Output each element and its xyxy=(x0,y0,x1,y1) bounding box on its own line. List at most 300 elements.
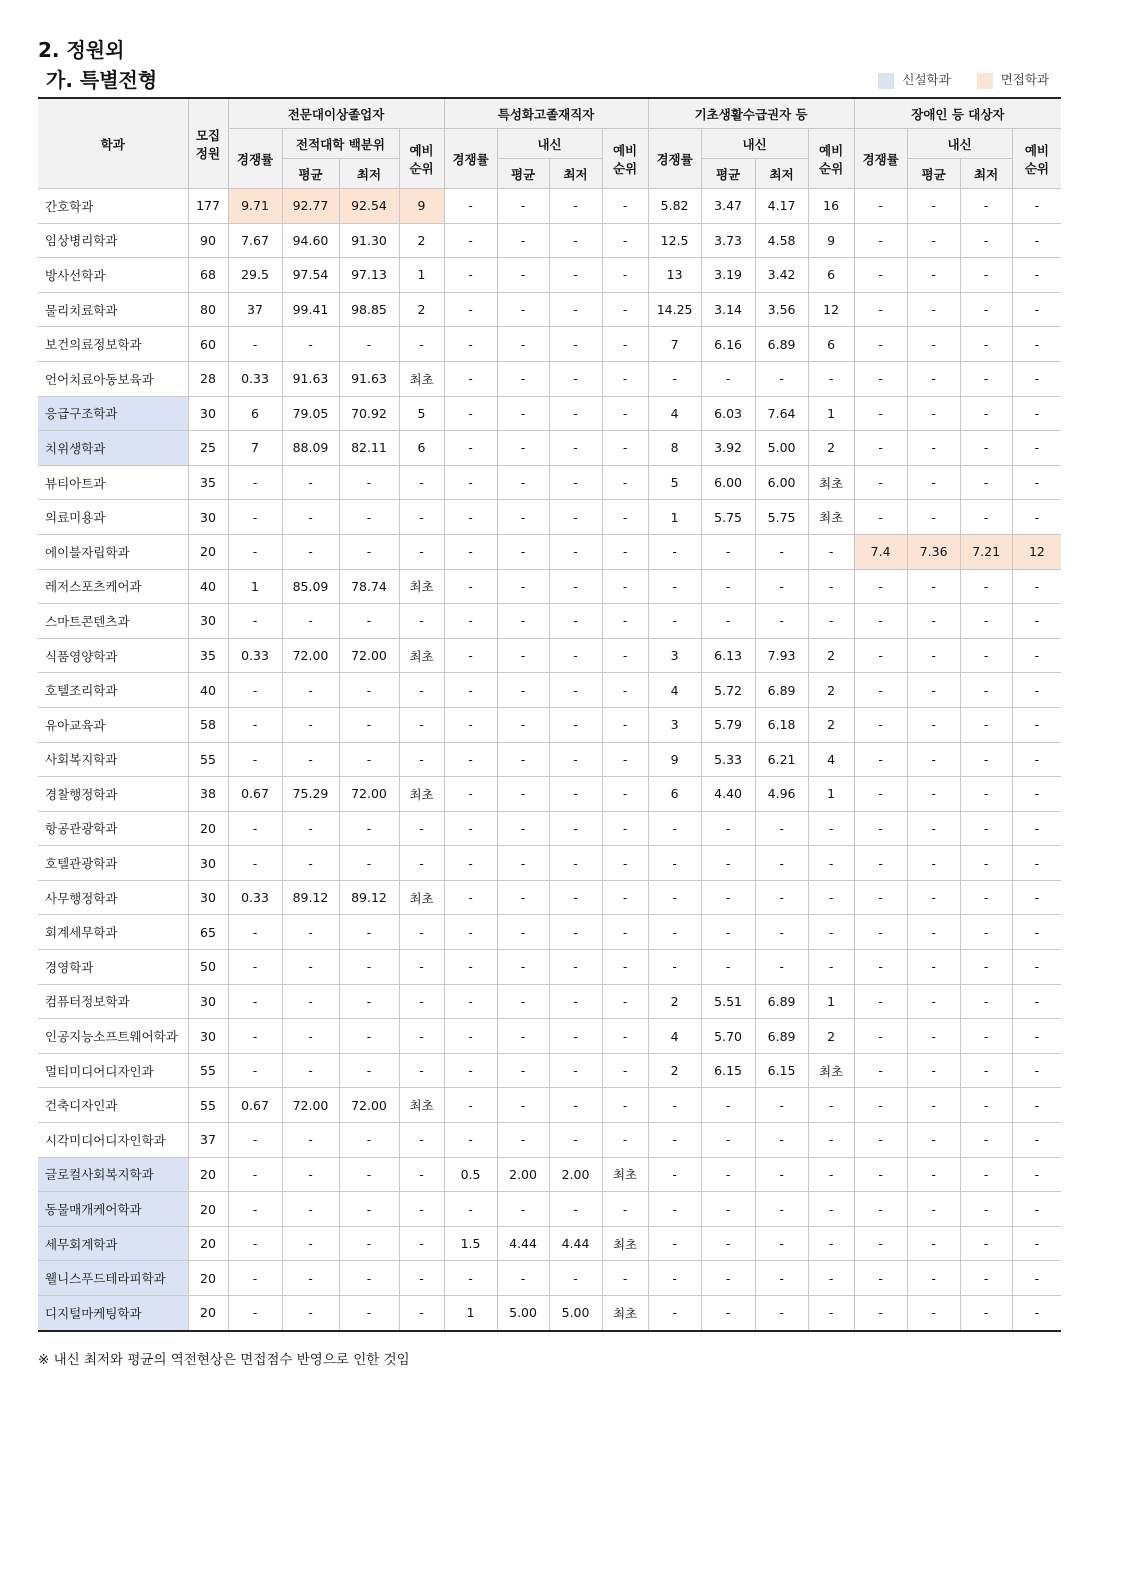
group4-avg-cell: - xyxy=(907,707,960,742)
header-naesin: 내신 xyxy=(701,129,808,159)
group1-rate-cell: - xyxy=(228,1192,282,1227)
header-min: 최저 xyxy=(960,159,1012,189)
group4-waitlist-cell: - xyxy=(1012,361,1061,396)
group4-avg-cell: - xyxy=(907,915,960,950)
group4-avg-cell: - xyxy=(907,361,960,396)
group1-min-cell: - xyxy=(339,984,399,1019)
group4-rate-cell: - xyxy=(854,638,907,673)
group3-avg-cell: - xyxy=(701,604,755,639)
group3-avg-cell: 6.15 xyxy=(701,1053,755,1088)
group4-rate-cell: - xyxy=(854,811,907,846)
group2-rate-cell: - xyxy=(444,361,497,396)
group4-rate-cell: - xyxy=(854,396,907,431)
group4-waitlist-cell: - xyxy=(1012,846,1061,881)
group2-min-cell: - xyxy=(549,396,602,431)
group4-avg-cell: - xyxy=(907,1261,960,1296)
group1-waitlist-cell: - xyxy=(399,327,444,362)
group4-waitlist-cell: - xyxy=(1012,1157,1061,1192)
table-row xyxy=(38,1019,1061,1054)
table-row xyxy=(38,742,1061,777)
group1-min-cell: - xyxy=(339,915,399,950)
group2-waitlist-cell: - xyxy=(602,189,648,224)
group3-rate-cell: - xyxy=(648,1226,701,1261)
group2-avg-cell: - xyxy=(497,189,549,224)
group4-min-cell: - xyxy=(960,396,1012,431)
group4-rate-cell: - xyxy=(854,915,907,950)
group4-rate-cell: 7.4 xyxy=(854,534,907,569)
group2-avg-cell: - xyxy=(497,223,549,258)
group3-avg-cell: - xyxy=(701,361,755,396)
group3-avg-cell: 3.92 xyxy=(701,431,755,466)
group3-waitlist-cell: - xyxy=(808,569,854,604)
group3-rate-cell: - xyxy=(648,534,701,569)
group2-waitlist-cell: - xyxy=(602,984,648,1019)
group4-min-cell: - xyxy=(960,327,1012,362)
group2-rate-cell: - xyxy=(444,396,497,431)
group3-avg-cell: 3.14 xyxy=(701,292,755,327)
group4-avg-cell: - xyxy=(907,880,960,915)
group4-min-cell: - xyxy=(960,742,1012,777)
group4-min-cell: - xyxy=(960,1261,1012,1296)
group3-avg-cell: - xyxy=(701,1261,755,1296)
legend xyxy=(878,70,1049,89)
quota-cell: 37 xyxy=(188,1123,228,1158)
group4-min-cell: - xyxy=(960,1053,1012,1088)
group1-avg-cell: - xyxy=(282,707,339,742)
group3-avg-cell: - xyxy=(701,569,755,604)
group4-avg-cell: - xyxy=(907,292,960,327)
group3-waitlist-cell: 1 xyxy=(808,984,854,1019)
group4-min-cell: - xyxy=(960,189,1012,224)
dept-name-cell: 임상병리학과 xyxy=(38,223,188,258)
dept-name-cell: 에이블자립학과 xyxy=(38,534,188,569)
dept-name-cell: 스마트콘텐츠과 xyxy=(38,604,188,639)
group4-rate-cell: - xyxy=(854,1088,907,1123)
group2-waitlist-cell: - xyxy=(602,777,648,812)
group3-rate-cell: 3 xyxy=(648,638,701,673)
group2-avg-cell: - xyxy=(497,604,549,639)
table-row xyxy=(38,534,1061,569)
group3-waitlist-cell: - xyxy=(808,534,854,569)
group4-rate-cell: - xyxy=(854,1053,907,1088)
group4-rate-cell: - xyxy=(854,950,907,985)
group4-avg-cell: - xyxy=(907,742,960,777)
group2-waitlist-cell: - xyxy=(602,361,648,396)
group2-waitlist-cell: - xyxy=(602,811,648,846)
dept-name-cell: 웰니스푸드테라피학과 xyxy=(38,1261,188,1296)
group3-rate-cell: 1 xyxy=(648,500,701,535)
group1-rate-cell: 29.5 xyxy=(228,258,282,293)
group4-avg-cell: - xyxy=(907,1123,960,1158)
dept-name-cell: 방사선학과 xyxy=(38,258,188,293)
group1-avg-cell: 89.12 xyxy=(282,880,339,915)
group1-waitlist-cell: - xyxy=(399,950,444,985)
group1-rate-cell: - xyxy=(228,811,282,846)
table-row xyxy=(38,880,1061,915)
table-row xyxy=(38,1296,1061,1331)
header-rate: 경쟁률 xyxy=(444,129,497,189)
header-rate: 경쟁률 xyxy=(228,129,282,189)
header-waitlist: 예비 순위 xyxy=(602,129,648,189)
group4-min-cell: - xyxy=(960,431,1012,466)
dept-name-cell: 보건의료정보학과 xyxy=(38,327,188,362)
group2-rate-cell: - xyxy=(444,984,497,1019)
group3-min-cell: - xyxy=(755,1261,808,1296)
group3-avg-cell: 3.73 xyxy=(701,223,755,258)
group4-rate-cell: - xyxy=(854,258,907,293)
group4-rate-cell: - xyxy=(854,327,907,362)
dept-name-cell: 인공지능소프트웨어학과 xyxy=(38,1019,188,1054)
group4-waitlist-cell: - xyxy=(1012,189,1061,224)
group1-min-cell: 70.92 xyxy=(339,396,399,431)
group3-min-cell: 6.00 xyxy=(755,465,808,500)
group3-min-cell: 4.17 xyxy=(755,189,808,224)
group3-rate-cell: - xyxy=(648,880,701,915)
group1-rate-cell: - xyxy=(228,742,282,777)
group3-min-cell: - xyxy=(755,604,808,639)
dept-name-cell: 의료미용과 xyxy=(38,500,188,535)
group3-waitlist-cell: 2 xyxy=(808,673,854,708)
group3-avg-cell: 3.19 xyxy=(701,258,755,293)
group1-avg-cell: 99.41 xyxy=(282,292,339,327)
group3-rate-cell: - xyxy=(648,1296,701,1331)
group3-avg-cell: - xyxy=(701,1296,755,1331)
group3-rate-cell: - xyxy=(648,846,701,881)
group1-waitlist-cell: - xyxy=(399,1123,444,1158)
group2-avg-cell: - xyxy=(497,534,549,569)
group1-avg-cell: 97.54 xyxy=(282,258,339,293)
group4-rate-cell: - xyxy=(854,465,907,500)
group4-waitlist-cell: 12 xyxy=(1012,534,1061,569)
group1-min-cell: 89.12 xyxy=(339,880,399,915)
table-row xyxy=(38,1226,1061,1261)
group4-waitlist-cell: - xyxy=(1012,777,1061,812)
group4-avg-cell: - xyxy=(907,327,960,362)
group1-avg-cell: - xyxy=(282,1019,339,1054)
group3-rate-cell: 13 xyxy=(648,258,701,293)
quota-cell: 40 xyxy=(188,569,228,604)
group2-min-cell: - xyxy=(549,984,602,1019)
quota-cell: 30 xyxy=(188,1019,228,1054)
table-row xyxy=(38,361,1061,396)
legend-new-label: 신설학과 xyxy=(902,72,951,87)
group2-avg-cell: - xyxy=(497,1192,549,1227)
group1-waitlist-cell: - xyxy=(399,1261,444,1296)
group2-waitlist-cell: - xyxy=(602,1088,648,1123)
quota-cell: 20 xyxy=(188,1192,228,1227)
group1-min-cell: - xyxy=(339,1226,399,1261)
section-title: 2. 정원외 xyxy=(38,38,125,62)
dept-name-cell: 응급구조학과 xyxy=(38,396,188,431)
group4-waitlist-cell: - xyxy=(1012,742,1061,777)
group1-waitlist-cell: - xyxy=(399,846,444,881)
group1-avg-cell: 94.60 xyxy=(282,223,339,258)
group3-rate-cell: 14.25 xyxy=(648,292,701,327)
group2-avg-cell: - xyxy=(497,1123,549,1158)
quota-cell: 30 xyxy=(188,604,228,639)
group2-avg-cell: 2.00 xyxy=(497,1157,549,1192)
group4-avg-cell: 7.36 xyxy=(907,534,960,569)
table-row xyxy=(38,777,1061,812)
group3-min-cell: - xyxy=(755,1296,808,1331)
group4-waitlist-cell: - xyxy=(1012,880,1061,915)
group2-rate-cell: - xyxy=(444,1053,497,1088)
group2-min-cell: - xyxy=(549,327,602,362)
group4-min-cell: - xyxy=(960,984,1012,1019)
dept-name-cell: 간호학과 xyxy=(38,189,188,224)
group2-avg-cell: - xyxy=(497,431,549,466)
table-row xyxy=(38,258,1061,293)
table-row xyxy=(38,984,1061,1019)
group4-min-cell: - xyxy=(960,811,1012,846)
group3-waitlist-cell: 6 xyxy=(808,327,854,362)
group4-min-cell: 7.21 xyxy=(960,534,1012,569)
group3-rate-cell: 3 xyxy=(648,707,701,742)
quota-cell: 55 xyxy=(188,1088,228,1123)
table-row xyxy=(38,1053,1061,1088)
group1-min-cell: - xyxy=(339,534,399,569)
dept-name-cell: 멀티미디어디자인과 xyxy=(38,1053,188,1088)
dept-name-cell: 동물매개케어학과 xyxy=(38,1192,188,1227)
group2-min-cell: - xyxy=(549,846,602,881)
group2-rate-cell: - xyxy=(444,258,497,293)
group2-rate-cell: - xyxy=(444,327,497,362)
group3-waitlist-cell: 2 xyxy=(808,1019,854,1054)
group1-waitlist-cell: - xyxy=(399,1296,444,1331)
group1-min-cell: - xyxy=(339,846,399,881)
group1-avg-cell: - xyxy=(282,1123,339,1158)
group2-rate-cell: - xyxy=(444,1019,497,1054)
group3-avg-cell: - xyxy=(701,1123,755,1158)
header-prev-univ: 전적대학 백분위 xyxy=(282,129,399,159)
group4-rate-cell: - xyxy=(854,292,907,327)
group2-avg-cell: - xyxy=(497,361,549,396)
group3-min-cell: 3.42 xyxy=(755,258,808,293)
group3-min-cell: 4.58 xyxy=(755,223,808,258)
group3-avg-cell: 5.79 xyxy=(701,707,755,742)
header-avg: 평균 xyxy=(701,159,755,189)
group1-min-cell: - xyxy=(339,500,399,535)
group4-rate-cell: - xyxy=(854,223,907,258)
group4-rate-cell: - xyxy=(854,1123,907,1158)
group2-avg-cell: - xyxy=(497,1019,549,1054)
group3-min-cell: 5.75 xyxy=(755,500,808,535)
group1-waitlist-cell: - xyxy=(399,984,444,1019)
group4-avg-cell: - xyxy=(907,950,960,985)
table-row xyxy=(38,431,1061,466)
group3-rate-cell: - xyxy=(648,950,701,985)
group2-min-cell: - xyxy=(549,1192,602,1227)
group1-min-cell: - xyxy=(339,1296,399,1331)
group3-min-cell: - xyxy=(755,915,808,950)
group3-min-cell: 6.89 xyxy=(755,673,808,708)
group4-min-cell: - xyxy=(960,880,1012,915)
group1-avg-cell: 91.63 xyxy=(282,361,339,396)
table-row xyxy=(38,846,1061,881)
table-row xyxy=(38,500,1061,535)
group2-avg-cell: - xyxy=(497,707,549,742)
header-waitlist: 예비 순위 xyxy=(1012,129,1061,189)
group1-min-cell: 91.30 xyxy=(339,223,399,258)
group4-avg-cell: - xyxy=(907,673,960,708)
group4-min-cell: - xyxy=(960,223,1012,258)
group4-avg-cell: - xyxy=(907,1019,960,1054)
group3-rate-cell: 2 xyxy=(648,1053,701,1088)
group1-waitlist-cell: - xyxy=(399,707,444,742)
group1-rate-cell: 7.67 xyxy=(228,223,282,258)
quota-cell: 80 xyxy=(188,292,228,327)
quota-cell: 30 xyxy=(188,396,228,431)
group2-waitlist-cell: - xyxy=(602,258,648,293)
group2-avg-cell: 4.44 xyxy=(497,1226,549,1261)
group3-min-cell: - xyxy=(755,1088,808,1123)
group3-waitlist-cell: 16 xyxy=(808,189,854,224)
group1-rate-cell: - xyxy=(228,673,282,708)
group2-avg-cell: - xyxy=(497,915,549,950)
quota-cell: 35 xyxy=(188,465,228,500)
group3-avg-cell: 5.70 xyxy=(701,1019,755,1054)
group1-rate-cell: 37 xyxy=(228,292,282,327)
group1-waitlist-cell: 최초 xyxy=(399,361,444,396)
group1-waitlist-cell: 최초 xyxy=(399,638,444,673)
group2-min-cell: - xyxy=(549,189,602,224)
group1-avg-cell: - xyxy=(282,811,339,846)
group3-avg-cell: 5.33 xyxy=(701,742,755,777)
group4-avg-cell: - xyxy=(907,1226,960,1261)
group2-min-cell: - xyxy=(549,1261,602,1296)
group4-avg-cell: - xyxy=(907,984,960,1019)
group1-min-cell: - xyxy=(339,742,399,777)
group3-rate-cell: - xyxy=(648,1192,701,1227)
group1-min-cell: 97.13 xyxy=(339,258,399,293)
group4-avg-cell: - xyxy=(907,465,960,500)
dept-name-cell: 경찰행정학과 xyxy=(38,777,188,812)
group4-min-cell: - xyxy=(960,707,1012,742)
group3-rate-cell: 2 xyxy=(648,984,701,1019)
group1-avg-cell: 72.00 xyxy=(282,1088,339,1123)
group4-avg-cell: - xyxy=(907,1088,960,1123)
group2-min-cell: - xyxy=(549,465,602,500)
legend-new-dept xyxy=(878,70,950,89)
group1-rate-cell: - xyxy=(228,1123,282,1158)
header-naesin: 내신 xyxy=(907,129,1012,159)
group1-avg-cell: - xyxy=(282,1226,339,1261)
group4-rate-cell: - xyxy=(854,984,907,1019)
group2-avg-cell: - xyxy=(497,880,549,915)
group2-min-cell: 4.44 xyxy=(549,1226,602,1261)
group2-min-cell: - xyxy=(549,915,602,950)
group4-avg-cell: - xyxy=(907,569,960,604)
table-row xyxy=(38,1123,1061,1158)
group3-min-cell: - xyxy=(755,1192,808,1227)
group3-waitlist-cell: 2 xyxy=(808,638,854,673)
group3-waitlist-cell: - xyxy=(808,846,854,881)
group1-waitlist-cell: - xyxy=(399,1192,444,1227)
group1-rate-cell: - xyxy=(228,534,282,569)
group3-waitlist-cell: - xyxy=(808,1192,854,1227)
group1-rate-cell: - xyxy=(228,1226,282,1261)
group2-min-cell: - xyxy=(549,880,602,915)
group1-avg-cell: - xyxy=(282,1192,339,1227)
group3-avg-cell: - xyxy=(701,880,755,915)
group4-rate-cell: - xyxy=(854,500,907,535)
group4-avg-cell: - xyxy=(907,431,960,466)
group3-avg-cell: 6.03 xyxy=(701,396,755,431)
group3-min-cell: - xyxy=(755,534,808,569)
group2-min-cell: - xyxy=(549,950,602,985)
group1-avg-cell: 75.29 xyxy=(282,777,339,812)
group1-waitlist-cell: - xyxy=(399,742,444,777)
table-row xyxy=(38,915,1061,950)
header-group-1: 전문대이상졸업자 xyxy=(228,98,444,129)
group4-avg-cell: - xyxy=(907,811,960,846)
group1-rate-cell: - xyxy=(228,465,282,500)
group2-avg-cell: - xyxy=(497,742,549,777)
group2-waitlist-cell: - xyxy=(602,1053,648,1088)
header-naesin: 내신 xyxy=(497,129,602,159)
group3-min-cell: - xyxy=(755,880,808,915)
group1-avg-cell: - xyxy=(282,1296,339,1331)
group3-rate-cell: 12.5 xyxy=(648,223,701,258)
quota-cell: 55 xyxy=(188,1053,228,1088)
group1-min-cell: - xyxy=(339,673,399,708)
group4-waitlist-cell: - xyxy=(1012,292,1061,327)
group4-avg-cell: - xyxy=(907,1053,960,1088)
group1-avg-cell: - xyxy=(282,534,339,569)
group1-avg-cell: - xyxy=(282,465,339,500)
group4-avg-cell: - xyxy=(907,846,960,881)
group4-waitlist-cell: - xyxy=(1012,1019,1061,1054)
group3-min-cell: 5.00 xyxy=(755,431,808,466)
group2-rate-cell: - xyxy=(444,500,497,535)
group1-rate-cell: 1 xyxy=(228,569,282,604)
group3-rate-cell: - xyxy=(648,361,701,396)
group1-avg-cell: 72.00 xyxy=(282,638,339,673)
group2-rate-cell: - xyxy=(444,880,497,915)
dept-name-cell: 뷰티아트과 xyxy=(38,465,188,500)
dept-name-cell: 언어치료아동보육과 xyxy=(38,361,188,396)
quota-cell: 20 xyxy=(188,1226,228,1261)
group2-min-cell: - xyxy=(549,1088,602,1123)
group4-waitlist-cell: - xyxy=(1012,707,1061,742)
group3-waitlist-cell: - xyxy=(808,880,854,915)
group1-min-cell: - xyxy=(339,1019,399,1054)
group3-waitlist-cell: 9 xyxy=(808,223,854,258)
group1-min-cell: - xyxy=(339,707,399,742)
group3-rate-cell: 8 xyxy=(648,431,701,466)
table-row xyxy=(38,1157,1061,1192)
group2-min-cell: - xyxy=(549,258,602,293)
group2-rate-cell: - xyxy=(444,707,497,742)
group2-waitlist-cell: - xyxy=(602,950,648,985)
header-avg: 평균 xyxy=(282,159,339,189)
group4-rate-cell: - xyxy=(854,846,907,881)
group1-rate-cell: - xyxy=(228,915,282,950)
group1-waitlist-cell: 최초 xyxy=(399,880,444,915)
group2-waitlist-cell: - xyxy=(602,500,648,535)
group1-min-cell: - xyxy=(339,1261,399,1296)
group3-waitlist-cell: - xyxy=(808,811,854,846)
group2-waitlist-cell: - xyxy=(602,396,648,431)
header-rate: 경쟁률 xyxy=(854,129,907,189)
group3-min-cell: 6.21 xyxy=(755,742,808,777)
group1-waitlist-cell: - xyxy=(399,673,444,708)
group2-rate-cell: - xyxy=(444,431,497,466)
group1-waitlist-cell: 5 xyxy=(399,396,444,431)
group2-waitlist-cell: - xyxy=(602,673,648,708)
group4-avg-cell: - xyxy=(907,1296,960,1331)
group3-min-cell: 7.64 xyxy=(755,396,808,431)
